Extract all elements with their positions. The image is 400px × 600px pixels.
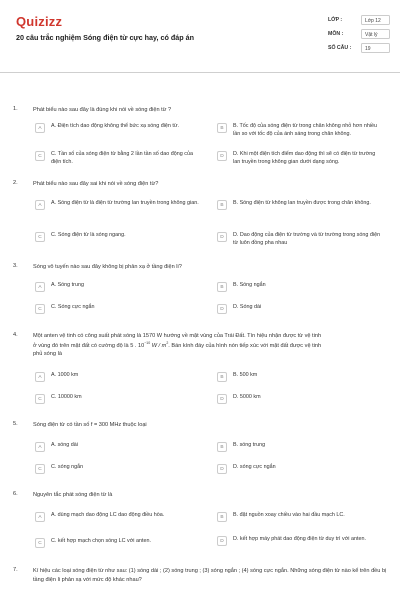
option-text: A. Sóng điện từ là điện từ trường lan truyền trong không gian. <box>51 200 199 206</box>
option-text: D. Sóng dài <box>233 304 262 310</box>
option-letter: C <box>35 232 45 242</box>
option-letter: D <box>217 232 227 242</box>
option-letter: A <box>35 282 45 292</box>
option-letter: B <box>217 372 227 382</box>
question-text-line: phủ sóng là <box>33 351 62 358</box>
option-text: C. sóng ngắn <box>51 464 84 470</box>
option-letter: B <box>217 442 227 452</box>
question-count-value: 19 <box>361 43 390 53</box>
option-text: D. 5000 km <box>233 394 261 400</box>
class-value: Lớp 12 <box>361 15 390 25</box>
worksheet-title: 20 câu trắc nghiệm Sóng điện từ cực hay, có đáp án <box>16 33 195 42</box>
option-text: C. Sóng cực ngắn <box>51 304 95 310</box>
option-text: C. 10000 km <box>51 394 82 400</box>
option-text: C. Tần số của sóng điện từ bằng 2 lần tần số dao động của điện tích. <box>51 151 193 166</box>
header-divider <box>0 72 400 73</box>
question-text-line: Một anten vệ tinh có công suất phát sóng là 1570 W hướng về mặt vùng của Trái Đất. Tín hiệu nhận được từ vệ tinh <box>33 333 322 339</box>
option-letter: D <box>217 151 227 161</box>
option-text: A. Sóng trung <box>51 282 84 288</box>
question-number: 5. <box>13 421 18 427</box>
option-text: B. đặt nguồn xoay chiều vào hai đầu mạch LC. <box>233 512 345 518</box>
option-text: A. sóng dài <box>51 442 78 448</box>
option-text: A. Điện tích dao động không thể bức xạ sóng điện từ. <box>51 123 179 129</box>
option-text: B. Sóng ngắn <box>233 282 266 288</box>
option-text: D. sóng cực ngắn <box>233 464 276 470</box>
option-letter: C <box>35 304 45 314</box>
question-text: Phát biểu nào sau đây là đúng khi nói về sóng điện từ ? <box>33 107 172 113</box>
question-text: Phát biểu nào sau đây sai khi nói về sóng điện từ? <box>33 181 159 187</box>
option-text: A. 1000 km <box>51 372 79 378</box>
option-letter: D <box>217 394 227 404</box>
option-letter: C <box>35 151 45 161</box>
question-text <box>33 332 389 359</box>
option-text: C. kết hợp mạch chọn sóng LC với anten. <box>51 538 151 544</box>
quizizz-logo: Quizizz <box>16 14 63 29</box>
option-letter: C <box>35 464 45 474</box>
question-number: 4. <box>13 332 18 338</box>
option-text: B. Sóng điện từ không lan truyền được trong chân không. <box>233 200 371 206</box>
option-letter: A <box>35 372 45 382</box>
class-label: LỚP : <box>328 17 343 23</box>
option-letter: B <box>217 512 227 522</box>
option-letter: D <box>217 304 227 314</box>
question-count-label: SỐ CÂU : <box>328 45 352 51</box>
option-letter: D <box>217 464 227 474</box>
question-text-line: ở vùng đó trên mặt đất có cường độ là 5 . $10^{-10}$ W / $m^2$. Bán kính đáy của hình nón tiếp xúc với mặt đất được vệ tinh <box>33 340 322 349</box>
option-letter: C <box>35 538 45 548</box>
option-letter: B <box>217 282 227 292</box>
subject-label: MÔN : <box>328 31 344 37</box>
option-text: D. Khi một điện tích điểm dao động thì sẽ có điện từ trường lan truyền trong không gian dưới dạng sóng. <box>233 151 376 166</box>
option-letter: B <box>217 123 227 133</box>
question-number: 2. <box>13 180 18 186</box>
option-text: B. Tốc độ của sóng điện từ trong chân không nhỏ hơn nhiều lần so với tốc độ của ánh sáng trong chân không. <box>233 123 378 138</box>
question-number: 3. <box>13 263 18 269</box>
option-text: B. 500 km <box>233 372 258 378</box>
option-letter: A <box>35 200 45 210</box>
option-letter: B <box>217 200 227 210</box>
question-number: 7. <box>13 567 18 573</box>
option-text: A. dùng mạch dao động LC dao động điều hòa. <box>51 512 165 518</box>
option-text: D. kết hợp máy phát dao động điện từ duy trì với anten. <box>233 536 366 542</box>
option-letter: A <box>35 123 45 133</box>
question-text: Sóng điện từ có tần số f = 300 MHz thuộc loại <box>33 422 147 428</box>
option-text: D. Dao động của điện từ trường và từ trường trong sóng điện từ luôn đồng pha nhau <box>233 232 381 247</box>
worksheet-header <box>0 0 400 62</box>
option-letter: A <box>35 512 45 522</box>
subject-value: Vật lý <box>361 29 390 39</box>
option-text: C. Sóng điện từ là sóng ngang. <box>51 232 126 238</box>
option-letter: A <box>35 442 45 452</box>
question-text: Sóng vô tuyến nào sau đây không bị phản xạ ở tầng điện li? <box>33 264 182 270</box>
question-text: Nguyên tắc phát sóng điện từ là <box>33 492 113 498</box>
question-number: 6. <box>13 491 18 497</box>
question-text: Kí hiệu các loại sóng điện từ như sau: (1) sóng dài ; (2) sóng trung ; (3) sóng ngắn ; (4) sóng cực ngắn. Những sóng điện từ nào kể trên đều bị tầng điện li phản xạ với mức độ khác nhau? <box>33 568 387 583</box>
option-letter: D <box>217 536 227 546</box>
question-number: 1. <box>13 106 18 112</box>
option-text: B. sóng trung <box>233 442 266 448</box>
option-letter: C <box>35 394 45 404</box>
